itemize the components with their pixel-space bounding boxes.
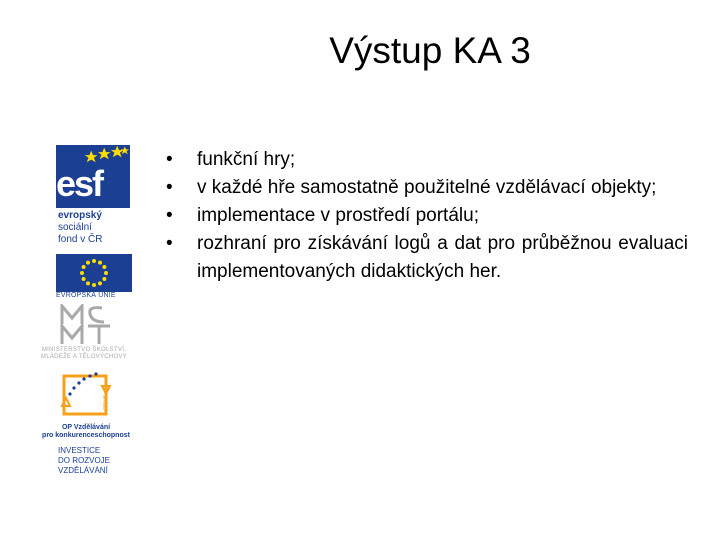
svg-text:OP VK: OP VK <box>103 394 109 410</box>
msmt-logo <box>26 304 142 362</box>
slide-title: Výstup KA 3 <box>329 30 531 71</box>
msmt-label-1: MINISTERSTVO ŠKOLSTVÍ, <box>41 347 127 353</box>
invest-line-3: VZDĚLÁVÁNÍ <box>58 466 108 475</box>
list-item <box>166 146 688 174</box>
esf-line-1: evropský <box>58 210 102 221</box>
esf-line-2: sociální <box>58 222 92 233</box>
list-item <box>166 174 688 202</box>
op-logo <box>34 368 144 488</box>
op-mark-icon <box>60 368 114 420</box>
esf-logo <box>56 142 134 250</box>
eu-label: EVROPSKÁ UNIE <box>56 292 116 299</box>
bullet-text: v každé hře samostatně použitelné vzdělávací objekty; <box>197 177 657 198</box>
bullet-icon: • <box>166 177 173 198</box>
esf-letters: esf <box>56 163 103 204</box>
logo-column <box>26 142 142 487</box>
msmt-label <box>26 347 142 361</box>
list-item <box>166 230 688 286</box>
bullet-icon: • <box>166 205 173 226</box>
eu-flag-icon <box>56 254 132 292</box>
op-label-2: pro konkurenceschopnost <box>42 432 130 439</box>
bullet-icon: • <box>166 233 173 254</box>
bullet-text: implementace v prostředí portálu; <box>197 205 479 226</box>
op-label <box>34 424 138 440</box>
esf-line-3: fond v ČR <box>58 234 103 245</box>
bullet-icon: • <box>166 149 173 170</box>
bullet-text: funkční hry; <box>197 149 296 170</box>
msmt-mark-icon <box>58 304 114 346</box>
invest-line-2: DO ROZVOJE <box>58 456 111 465</box>
op-label-1: OP Vzdělávání <box>61 424 111 431</box>
invest-line-1: INVESTICE <box>58 446 101 455</box>
invest-label <box>58 446 110 476</box>
esf-text <box>58 210 102 246</box>
msmt-label-2: MLÁDEŽE A TĚLOVÝCHOVY <box>40 354 128 360</box>
bullet-text: rozhraní pro získávání logů a dat pro průběžnou evaluaci implementovaných didaktických her. <box>197 233 688 282</box>
bullet-list <box>166 146 688 286</box>
list-item <box>166 202 688 230</box>
eu-logo <box>56 254 136 302</box>
